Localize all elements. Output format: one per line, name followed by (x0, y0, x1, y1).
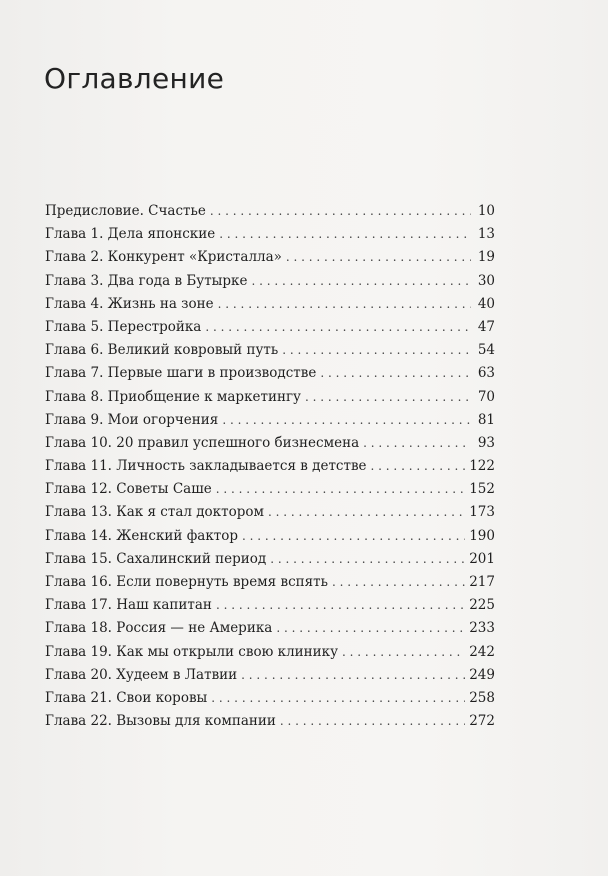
toc-entry-page-number: 122 (469, 458, 495, 475)
toc-entry (45, 597, 495, 620)
dot-leader (280, 714, 465, 728)
toc-entry (45, 226, 495, 249)
toc-entry (45, 667, 495, 690)
toc-entry-page-number: 152 (469, 481, 495, 498)
dot-leader (363, 436, 471, 450)
toc-entry-page-number: 233 (469, 620, 495, 637)
toc-entry-page-number: 217 (469, 574, 495, 590)
toc-entry-title: Глава 10. 20 правил успешного бизнесмена (45, 434, 360, 451)
toc-entry-title: Глава 6. Великий ковровый путь (45, 342, 279, 359)
dot-leader (219, 227, 471, 241)
toc-entry-title: Глава 20. Худеем в Латвии (45, 666, 238, 683)
toc-entry (45, 342, 495, 365)
toc-entry-title: Глава 19. Как мы открыли свою клинику (45, 643, 339, 660)
dot-leader (218, 297, 471, 311)
toc-entry-title: Предисловие. Счастье (45, 203, 206, 219)
toc-entry (45, 435, 495, 458)
toc-entry-page-number: 201 (469, 550, 495, 567)
toc-entry (45, 481, 495, 504)
toc-entry-page-number: 70 (477, 388, 495, 405)
toc-entry-page-number: 249 (469, 666, 495, 683)
dot-leader (268, 505, 465, 519)
toc-entry (45, 203, 495, 226)
toc-entry-page-number: 93 (477, 434, 495, 451)
toc-entry-title: Глава 1. Дела японские (45, 226, 216, 243)
dot-leader (286, 250, 471, 264)
toc-entry-title: Глава 3. Два года в Бутырке (45, 272, 248, 289)
toc-entry-page-number: 30 (477, 272, 495, 289)
table-of-contents (45, 203, 495, 736)
toc-entry (45, 504, 495, 527)
dot-leader (276, 621, 465, 635)
toc-entry (45, 365, 495, 388)
toc-entry-page-number: 54 (477, 342, 495, 359)
toc-entry-title: Глава 7. Первые шаги в производстве (45, 365, 317, 382)
toc-entry (45, 389, 495, 412)
toc-entry-page-number: 63 (477, 365, 495, 382)
dot-leader (305, 390, 471, 404)
toc-entry (45, 412, 495, 435)
dot-leader (282, 343, 471, 357)
toc-entry (45, 713, 495, 736)
toc-entry-page-number: 19 (477, 249, 495, 266)
dot-leader (342, 645, 465, 659)
toc-entry-page-number: 81 (477, 411, 495, 428)
toc-entry-title: Глава 17. Наш капитан (45, 597, 212, 614)
toc-entry-title: Глава 15. Сахалинский период (45, 550, 267, 567)
toc-entry-page-number: 10 (477, 203, 495, 219)
toc-entry-page-number: 272 (469, 713, 495, 730)
toc-entry-page-number: 190 (469, 527, 495, 544)
dot-leader (211, 691, 465, 705)
dot-leader (222, 413, 471, 427)
toc-entry (45, 644, 495, 667)
toc-entry (45, 620, 495, 643)
dot-leader (241, 668, 465, 682)
dot-leader (320, 366, 471, 380)
toc-entry-page-number: 242 (469, 643, 495, 660)
toc-entry-title: Глава 11. Личность закладывается в детстве (45, 458, 367, 475)
toc-entry (45, 574, 495, 597)
toc-entry-title: Глава 22. Вызовы для компании (45, 713, 276, 730)
toc-entry-title: Глава 9. Мои огорчения (45, 411, 219, 428)
dot-leader (242, 529, 465, 543)
dot-leader (251, 274, 471, 288)
toc-entry-title: Глава 4. Жизнь на зоне (45, 295, 214, 312)
toc-entry-title: Глава 21. Свои коровы (45, 689, 208, 706)
page-title: Оглавление (44, 62, 225, 95)
dot-leader (205, 320, 471, 334)
toc-entry-page-number: 225 (469, 597, 495, 614)
toc-entry (45, 273, 495, 296)
dot-leader (216, 598, 465, 612)
toc-entry-title: Глава 18. Россия — не Америка (45, 620, 273, 637)
toc-entry-title: Глава 16. Если повернуть время вспять (45, 574, 328, 590)
dot-leader (371, 459, 466, 473)
toc-entry (45, 319, 495, 342)
toc-entry-title: Глава 8. Приобщение к маркетингу (45, 388, 301, 405)
toc-entry (45, 249, 495, 272)
dot-leader (216, 482, 465, 496)
dot-leader (210, 204, 471, 218)
dot-leader (270, 552, 465, 566)
toc-entry-title: Глава 13. Как я стал доктором (45, 504, 264, 521)
toc-entry (45, 551, 495, 574)
toc-entry-page-number: 40 (477, 295, 495, 312)
toc-entry-page-number: 13 (477, 226, 495, 243)
toc-entry-title: Глава 12. Советы Саше (45, 481, 212, 498)
toc-entry (45, 458, 495, 481)
toc-entry-page-number: 47 (477, 318, 495, 335)
toc-entry (45, 690, 495, 713)
toc-entry-title: Глава 5. Перестройка (45, 318, 202, 335)
toc-entry-title: Глава 2. Конкурент «Кристалла» (45, 249, 282, 266)
toc-entry (45, 528, 495, 551)
dot-leader (332, 575, 465, 589)
toc-entry-page-number: 258 (469, 689, 495, 706)
toc-entry (45, 296, 495, 319)
toc-entry-title: Глава 14. Женский фактор (45, 527, 238, 544)
toc-entry-page-number: 173 (469, 504, 495, 521)
